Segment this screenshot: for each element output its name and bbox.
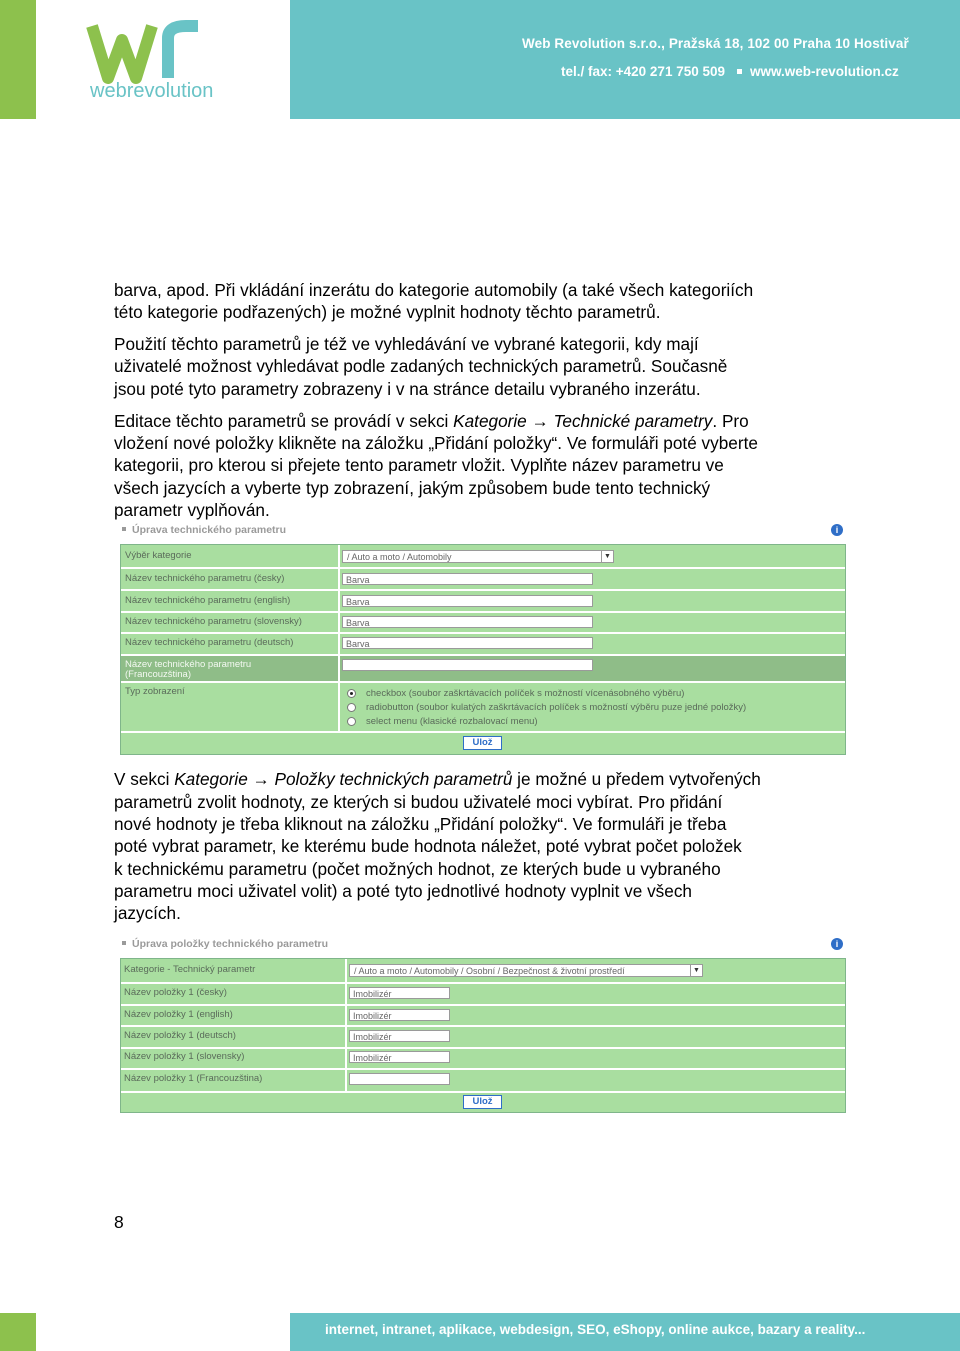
item-fr-input[interactable] <box>349 1073 450 1085</box>
body-text: jazycích. <box>114 903 181 923</box>
category-select[interactable]: / Auto a moto / Automobily ▼ <box>342 550 614 563</box>
label-param-name-fr-lang: (Francouzština) <box>125 669 191 680</box>
logo-text: webrevolution <box>90 80 214 102</box>
form2-title: Úprava položky technického parametru <box>122 938 328 950</box>
body-text: parametr vyplňován. <box>114 500 270 520</box>
body-text: jsou poté tyto parametry zobrazeny i v na stránce detailu vybraného inzerátu. <box>114 379 701 399</box>
item-sk-input[interactable]: Imobilizér <box>349 1051 450 1063</box>
item-en-input[interactable]: Imobilizér <box>349 1009 450 1021</box>
param-name-sk-input[interactable]: Barva <box>342 616 593 628</box>
item-de-input[interactable]: Imobilizér <box>349 1030 450 1042</box>
company-logo <box>86 18 246 108</box>
label-category: Výběr kategorie <box>125 550 192 561</box>
company-address: Web Revolution s.r.o., Pražská 18, 102 00 Praha 10 Hostivař <box>522 36 909 51</box>
arrow-icon: → <box>252 769 270 789</box>
italic-term: Kategorie <box>174 769 248 789</box>
label-param-name-sk: Název technického parametru (slovensky) <box>125 616 302 627</box>
footer-green-bar <box>0 1313 36 1351</box>
form1-panel <box>120 544 846 755</box>
page-number: 8 <box>114 1212 124 1232</box>
label-param-name-en: Název technického parametru (english) <box>125 595 291 606</box>
italic-term: Položky technických parametrů <box>274 769 513 789</box>
company-contact <box>561 64 899 79</box>
chevron-down-icon: ▼ <box>690 965 702 976</box>
body-text: parametru moci uživatel volit) a poté tyto jednotlivé hodnoty vyplnit ve všech <box>114 881 692 901</box>
form2-panel <box>120 958 846 1113</box>
contact-web[interactable]: www.web-revolution.cz <box>750 64 899 79</box>
label-item-cz: Název položky 1 (česky) <box>124 987 227 998</box>
body-text: uživatelé možnost vyhledávat podle zadaných technických parametrů. Současně <box>114 356 728 376</box>
body-text: Použití těchto parametrů je též ve vyhledávání ve vybrané kategorii, kdy mají <box>114 334 699 354</box>
chevron-down-icon: ▼ <box>601 551 613 562</box>
header-green-bar <box>0 0 36 119</box>
body-text: poté vybrat parametr, ke kterému bude hodnota náležet, poté vybrat počet položek <box>114 836 742 856</box>
bullet-icon <box>737 69 742 74</box>
italic-term: Kategorie <box>453 411 527 431</box>
body-text: V sekci Kategorie → Položky technických parametrů je možné u předem vytvořených <box>114 769 761 789</box>
arrow-icon: → <box>531 411 549 431</box>
item-cz-input[interactable]: Imobilizér <box>349 987 450 999</box>
body-text: Editace těchto parametrů se provádí v sekci Kategorie → Technické parametry. Pro <box>114 411 749 431</box>
param-select[interactable]: / Auto a moto / Automobily / Osobní / Bezpečnost & životní prostředí ▼ <box>349 964 703 977</box>
radio-radiobutton[interactable] <box>347 703 356 712</box>
italic-term: Technické parametry <box>553 411 713 431</box>
footer-tagline: internet, intranet, aplikace, webdesign, SEO, eShopy, online aukce, bazary a reality... <box>325 1322 866 1337</box>
param-name-cz-input[interactable]: Barva <box>342 573 593 585</box>
contact-phone: tel./ fax: +420 271 750 509 <box>561 64 725 79</box>
label-param-name-fr: Název technického parametru <box>125 659 252 670</box>
label-item-de: Název položky 1 (deutsch) <box>124 1030 236 1041</box>
body-text: nové hodnoty je třeba kliknout na záložku „Přidání položky“. Ve formuláři je třeba <box>114 814 727 834</box>
form1-title: Úprava technického parametru <box>122 524 286 536</box>
body-text: vložení nové položky klikněte na záložku „Přidání položky“. Ve formuláři poté vyberte <box>114 433 758 453</box>
body-text: kategorii, pro kterou si přejete tento parametr vložit. Vyplňte název parametru ve <box>114 455 724 475</box>
body-text: parametrů zvolit hodnoty, ze kterých si budou uživatelé moci vybírat. Pro přidání <box>114 792 723 812</box>
label-item-sk: Název položky 1 (slovensky) <box>124 1051 245 1062</box>
body-text: barva, apod. Při vkládání inzerátu do kategorie automobily (a také všech kategoriích <box>114 280 754 300</box>
save-button[interactable]: Ulož <box>463 736 502 750</box>
body-text: této kategorie podřazených) je možné vyplnit hodnoty těchto parametrů. <box>114 302 661 322</box>
label-display-type: Typ zobrazení <box>125 686 185 697</box>
label-param-name-cz: Název technického parametru (česky) <box>125 573 285 584</box>
param-name-en-input[interactable]: Barva <box>342 595 593 607</box>
param-name-fr-input[interactable] <box>342 659 593 671</box>
info-icon[interactable]: i <box>831 524 843 536</box>
radio-label-select-menu: select menu (klasické rozbalovací menu) <box>366 716 538 727</box>
radio-label-checkbox: checkbox (soubor zaškrtávacích políček s možností vícenásobného výběru) <box>366 688 685 699</box>
radio-checkbox[interactable] <box>347 689 356 698</box>
body-text: všech jazycích a vyberte typ zobrazení, jakým způsobem bude tento technický <box>114 478 711 498</box>
label-item-fr: Název položky 1 (Francouzština) <box>124 1073 263 1084</box>
label-item-en: Název položky 1 (english) <box>124 1009 233 1020</box>
param-name-de-input[interactable]: Barva <box>342 637 593 649</box>
radio-label-radiobutton: radiobutton (soubor kulatých zaškrtávacích políček s možností výběru puze jedné položky) <box>366 702 747 713</box>
label-param-name-de: Název technického parametru (deutsch) <box>125 637 294 648</box>
body-text: k technickému parametru (počet možných hodnot, ze kterých bude u vybraného <box>114 859 721 879</box>
save-button[interactable]: Ulož <box>463 1095 502 1109</box>
info-icon[interactable]: i <box>831 938 843 950</box>
label-category-param: Kategorie - Technický parametr <box>124 964 256 975</box>
radio-select-menu[interactable] <box>347 717 356 726</box>
header-teal-bar <box>290 0 960 119</box>
